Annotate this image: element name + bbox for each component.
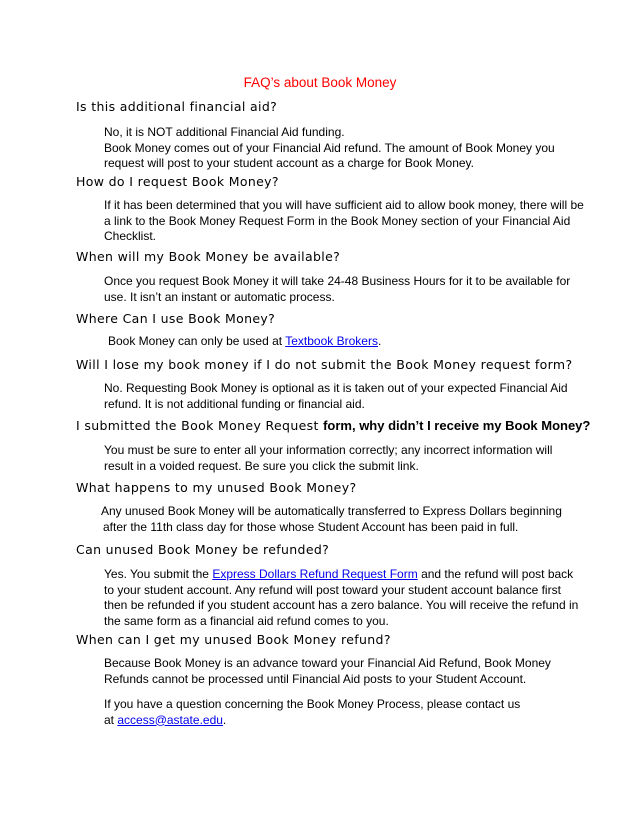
faq-question-3: When will my Book Money be available? [76,249,341,264]
answer-text: Yes. You submit the [104,567,213,581]
faq-question-7: What happens to my unused Book Money? [76,480,357,495]
faq-answer-4 [108,334,578,350]
faq-answer-1 [104,125,574,172]
answer-line: Checklist. [104,229,157,243]
contact-paragraph [104,697,574,728]
answer-line: No. Requesting Book Money is optional as it is taken out of your expected Financial Aid [104,381,568,395]
answer-text: and the refund will post back [417,567,574,581]
answer-line: Book Money comes out of your Financial Aid refund. The amount of Book Money you [104,140,555,155]
faq-answer-8 [104,567,579,629]
answer-line: You must be sure to enter all your information correctly; any incorrect information will [104,443,553,457]
answer-line: then be refunded if you student account has a zero balance. You will receive the refund in [104,598,579,612]
contact-email-link[interactable]: access@astate.edu [117,712,223,727]
express-dollars-refund-form-link[interactable]: Express Dollars Refund Request Form [212,567,418,581]
answer-line: Any unused Book Money will be automatically transferred to Express Dollars beginning [101,504,562,518]
faq-answer-6 [104,443,574,474]
answer-line: result in a voided request. Be sure you click the submit link. [104,458,419,473]
answer-line: after the 11th class day for those whose Student Account has been paid in full. [103,519,519,534]
faq-answer-7 [101,504,571,535]
faq-answer-5 [104,381,574,412]
faq-answer-9 [104,656,574,687]
answer-line: request will post to your student account as a charge for Book Money. [104,156,474,170]
answer-line: If it has been determined that you will have sufficient aid to allow book money, there will be [104,198,584,212]
contact-line: If you have a question concerning the Book Money Process, please contact us [104,697,521,711]
faq-answer-3 [104,274,574,305]
faq-question-9: When can I get my unused Book Money refund? [76,632,391,647]
faq-answer-2 [104,198,584,245]
answer-line: Refunds cannot be processed until Financial Aid posts to your Student Account. [104,671,527,686]
page-title: FAQ’s about Book Money [243,75,397,90]
faq-question-2: How do I request Book Money? [76,174,279,189]
question-text: I submitted the Book Money Request [76,418,324,433]
answer-text: Book Money can only be used at [108,334,286,348]
question-bold-text: form, why didn’t I receive my Book Money? [323,418,591,433]
answer-line: Once you request Book Money it will take 24-48 Business Hours for it to be available for [104,274,571,288]
answer-line: No, it is NOT additional Financial Aid funding. [104,125,345,139]
answer-line: to your student account. Any refund will post toward your student account balance first [104,582,561,597]
faq-question-5: Will I lose my book money if I do not submit the Book Money request form? [76,357,573,372]
faq-question-6 [76,418,590,433]
faq-question-1: Is this additional financial aid? [76,99,278,114]
answer-line: Because Book Money is an advance toward your Financial Aid Refund, Book Money [104,656,551,670]
answer-line: refund. It is not additional funding or financial aid. [104,396,365,411]
answer-line: use. It isn’t an instant or automatic process. [104,289,335,304]
answer-text: . [377,334,382,348]
contact-prefix: at [104,712,118,727]
textbook-brokers-link[interactable]: Textbook Brokers [285,334,378,348]
answer-line: the same form as a financial aid refund comes to you. [104,613,389,628]
contact-suffix: . [222,712,227,727]
answer-line: a link to the Book Money Request Form in the Book Money section of your Financial Aid [104,213,571,228]
faq-question-4: Where Can I use Book Money? [76,311,276,326]
faq-question-8: Can unused Book Money be refunded? [76,542,330,557]
